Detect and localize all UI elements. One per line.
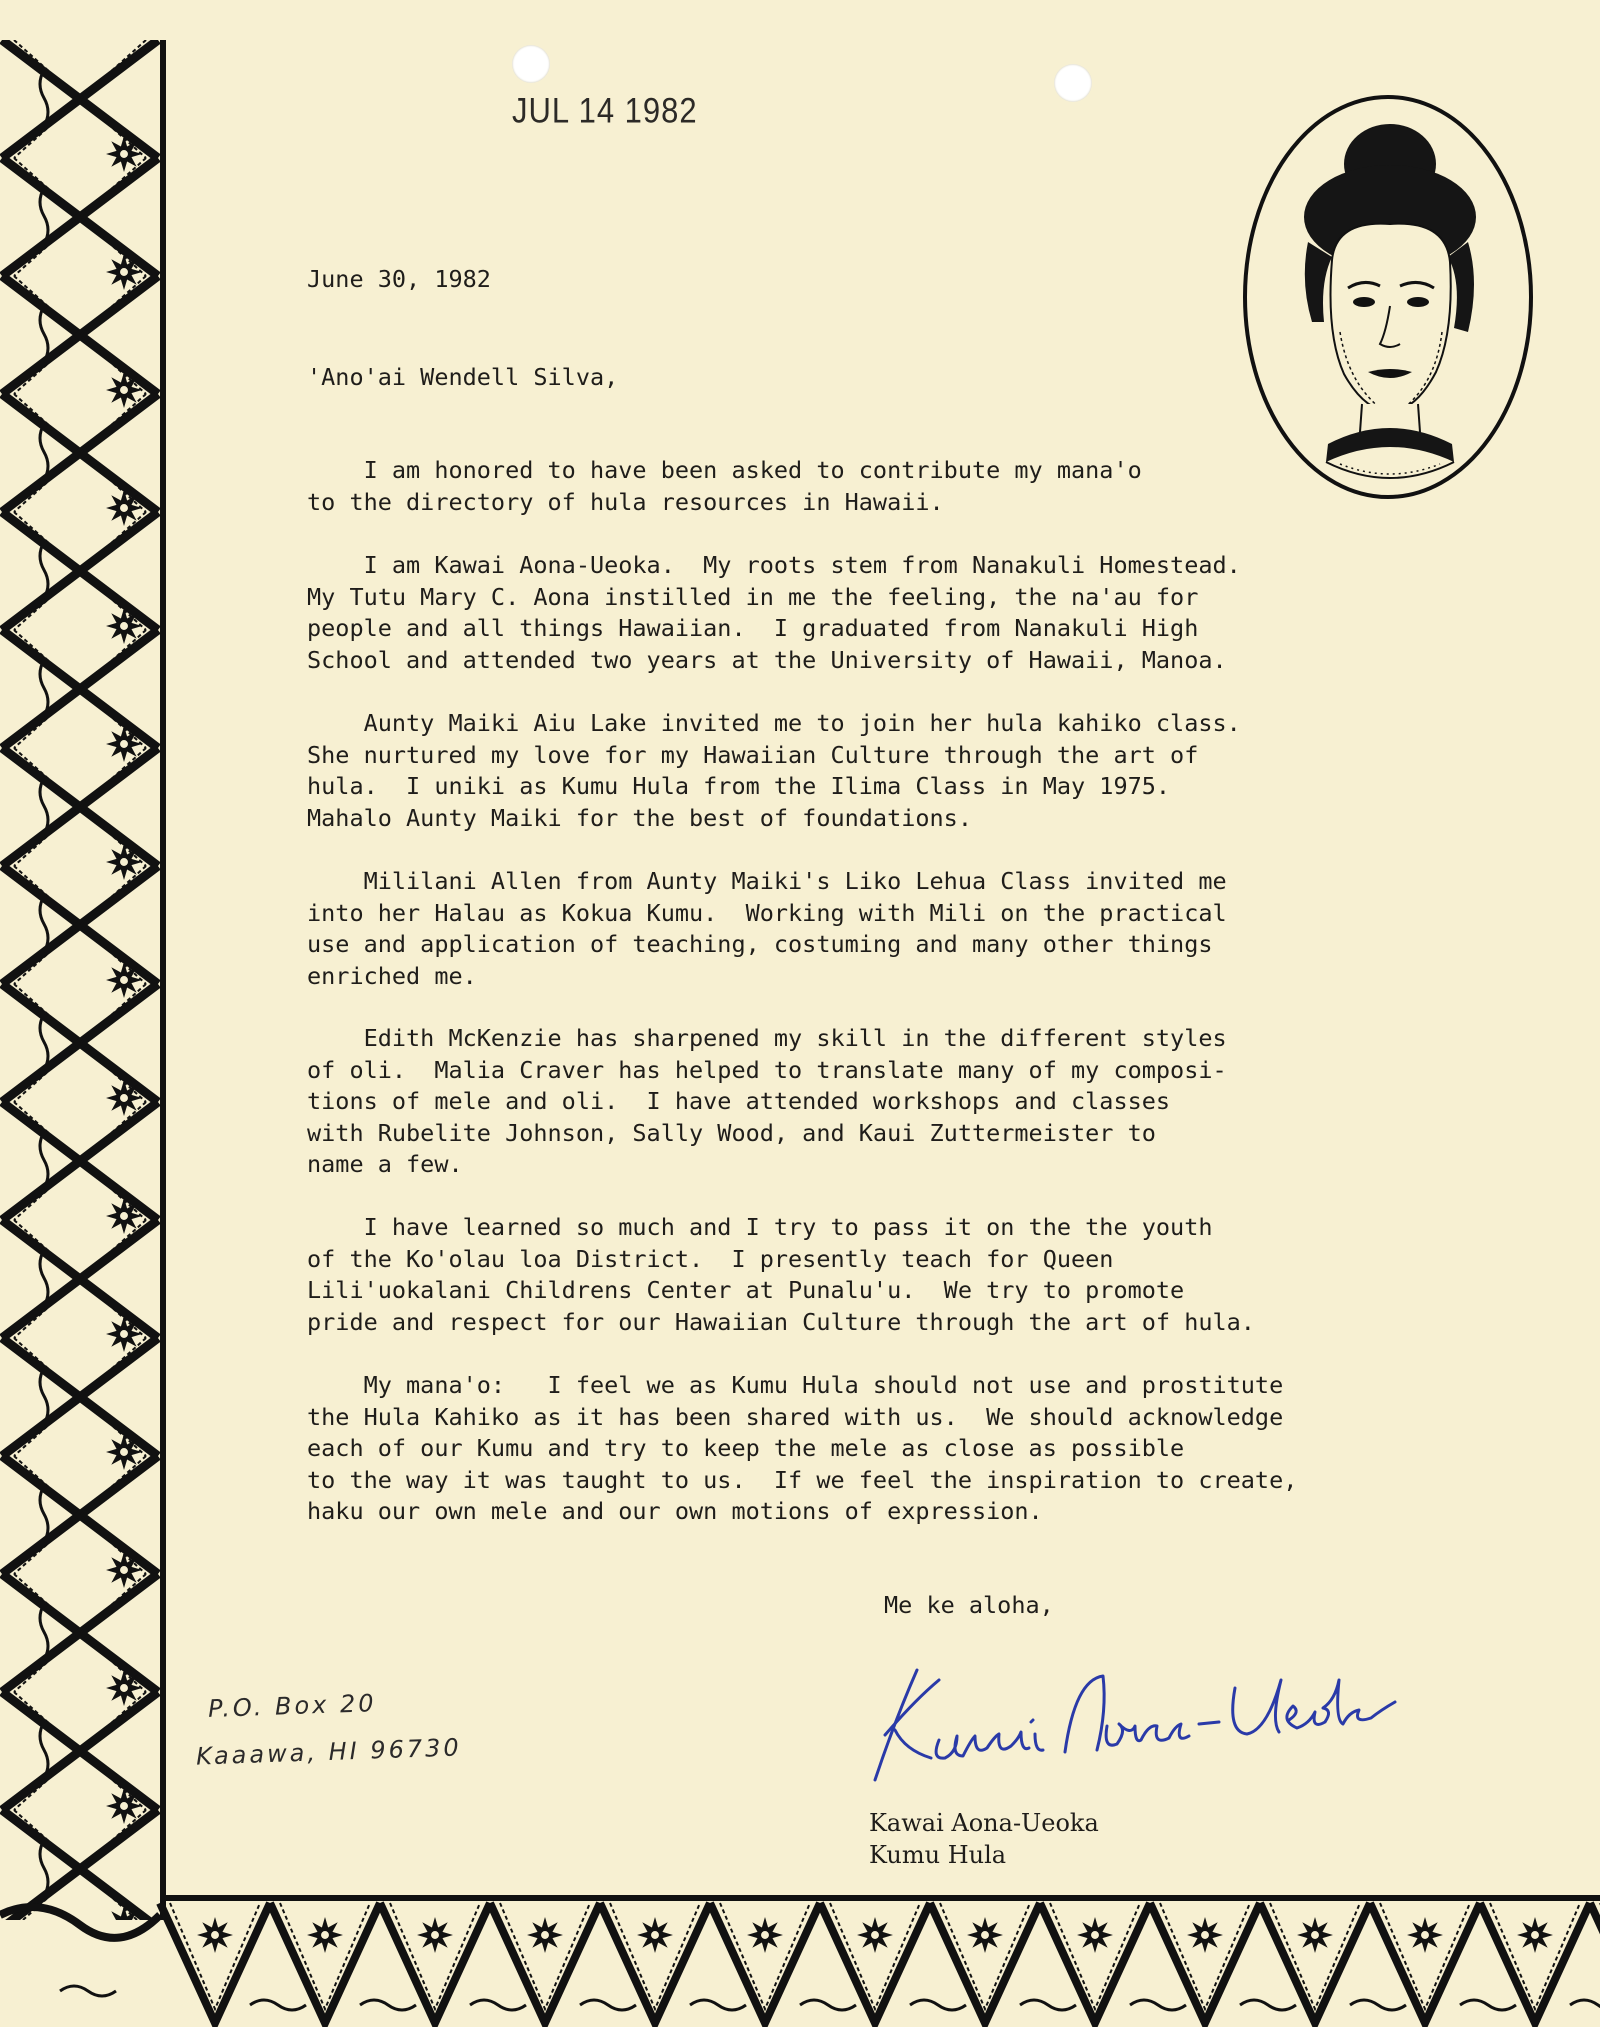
letter-paragraph: I have learned so much and I try to pass it on the the youth of the Ko'olau loa District. I presently teach for Queen Lili'uokalani Childrens Center at Punalu'u. We try to promote pride and respect for our Hawaiian Culture through the art of hula. bbox=[307, 1213, 1255, 1336]
letter-paragraph: I am Kawai Aona-Ueoka. My roots stem from Nanakuli Homestead. My Tutu Mary C. Aona instilled in me the feeling, the na'au for people and all things Hawaiian. I graduated from Nanakuli High School and attended two years at the University of Hawaii, Manoa. bbox=[307, 551, 1241, 674]
punch-hole-right bbox=[1054, 64, 1092, 102]
address-po-box: P.O. Box 20 bbox=[207, 1689, 377, 1723]
letter-salutation: 'Ano'ai Wendell Silva, bbox=[307, 363, 619, 391]
received-date-stamp: JUL 14 1982 bbox=[512, 90, 698, 131]
letter-closing: Me ke aloha, bbox=[884, 1591, 1054, 1619]
letter-paragraph: I am honored to have been asked to contribute my mana'o to the directory of hula resources in Hawaii. bbox=[307, 456, 1142, 516]
letter-paragraph: Aunty Maiki Aiu Lake invited me to join her hula kahiko class. She nurtured my love for my Hawaiian Culture through the art of hula. I uniki as Kumu Hula from the Ilima Class in May 1975. Mahalo Aunty Maiki for the best of foundations. bbox=[307, 709, 1241, 832]
letter-paragraph: My mana'o: I feel we as Kumu Hula should not use and prostitute the Hula Kahiko as it has been shared with us. We should acknowledge each of our Kumu and try to keep the mele as close as possible to the way it was taught to us. If we feel the inspiration to create, haku our own mele and our own motions of expression. bbox=[307, 1371, 1298, 1525]
letter-paragraph: Mililani Allen from Aunty Maiki's Liko Lehua Class invited me into her Halau as Kokua Kumu. Working with Mili on the practical use and application of teaching, costuming and many other things enriched me. bbox=[307, 867, 1227, 990]
decorative-bottom-border bbox=[0, 1895, 1600, 2027]
portrait-illustration bbox=[1240, 92, 1536, 502]
address-city-zip: Kaaawa, HI 96730 bbox=[195, 1733, 463, 1771]
signer-title: Kumu Hula bbox=[869, 1841, 1007, 1869]
letter-paragraph: Edith McKenzie has sharpened my skill in the different styles of oli. Malia Craver has helped to translate many of my composi- tions of mele and oli. I have attended workshops and classes with Rubelite Johnson, Sally Wood, and Kaui Zuttermeister to name a few. bbox=[307, 1024, 1227, 1178]
punch-hole-left bbox=[512, 45, 550, 83]
decorative-left-border bbox=[0, 40, 170, 1920]
letter-date: June 30, 1982 bbox=[307, 265, 491, 293]
handwritten-signature bbox=[835, 1640, 1425, 1790]
signer-name: Kawai Aona-Ueoka bbox=[869, 1809, 1099, 1837]
